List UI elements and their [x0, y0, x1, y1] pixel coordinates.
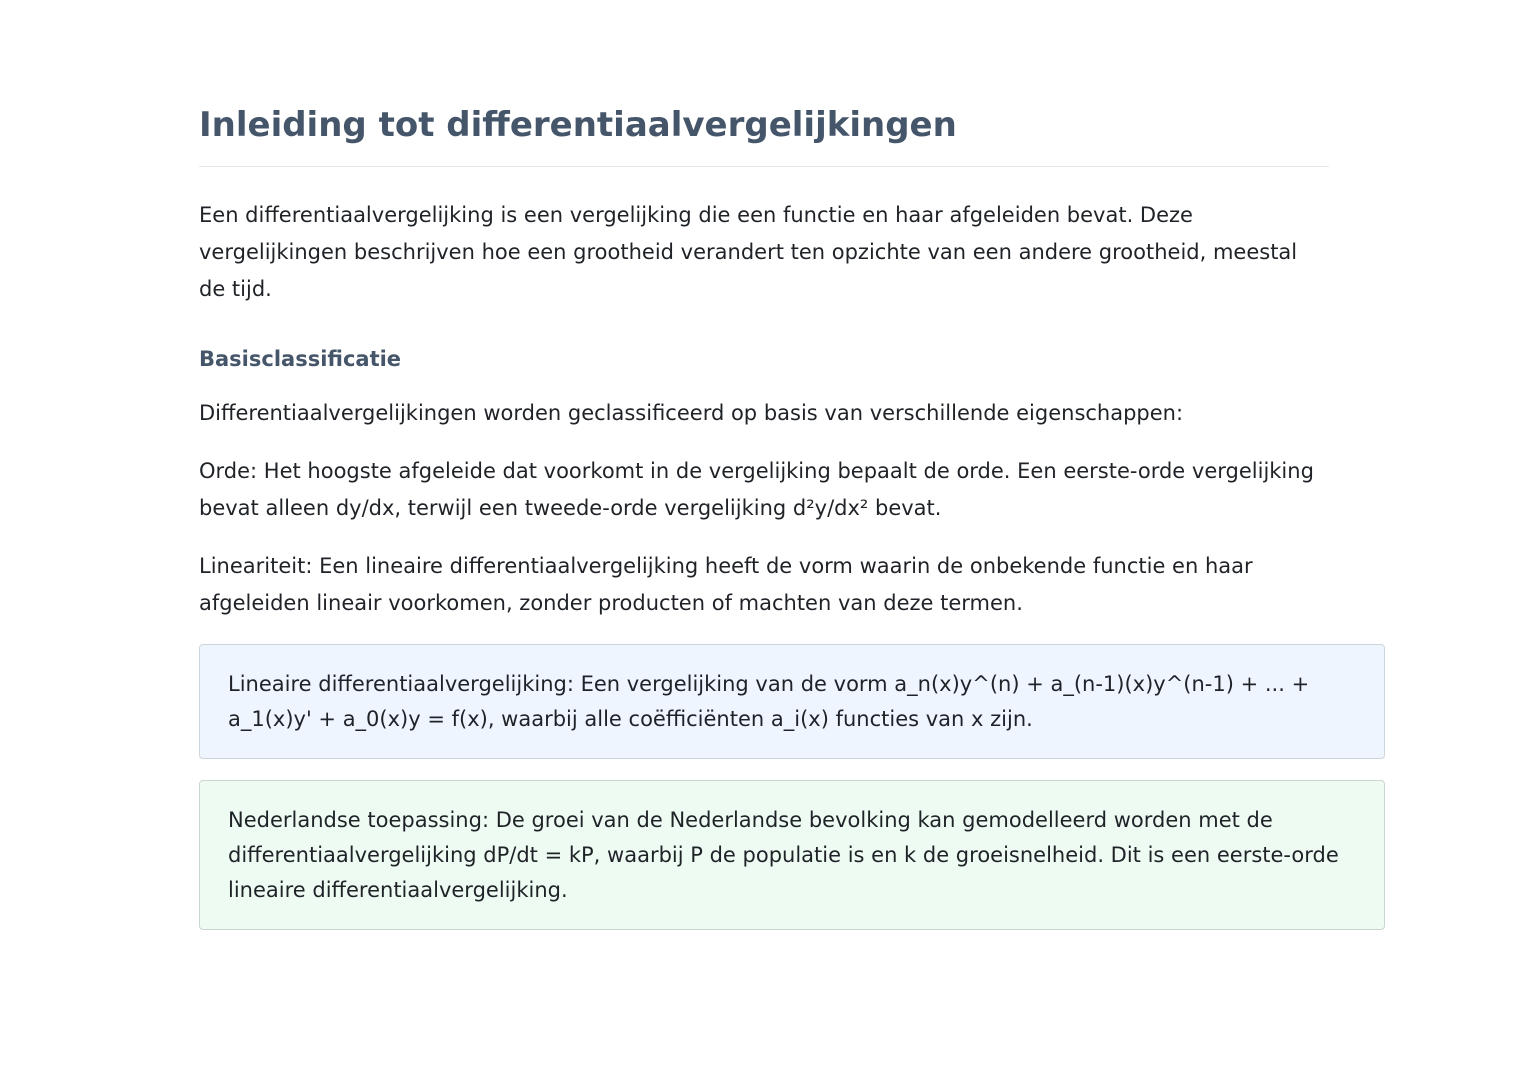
document-page: [199, 100, 1385, 930]
classification-intro: Differentiaalvergelijkingen worden geclassificeerd op basis van verschillende eigenschappen:: [199, 401, 1184, 425]
application-box: Nederlandse toepassing: De groei van de Nederlandse bevolking kan gemodelleerd worden met de differentiaalvergelijking dP/dt = kP, waarbij P de populatie is en k de groeisnelheid. Dit is een eerste-orde lineaire differentiaalvergelijking.: [199, 780, 1385, 930]
order-paragraph: Orde: Het hoogste afgeleide dat voorkomt in de vergelijking bepaalt de orde. Een eerste-orde vergelijking bevat alleen dy/dx, terwijl een tweede-orde vergelijking d²y/dx² bevat.: [199, 459, 1314, 520]
page-title: Inleiding tot differentiaalvergelijkingen: [199, 100, 1329, 167]
linearity-paragraph: Lineariteit: Een lineaire differentiaalvergelijking heeft de vorm waarin de onbekende functie en haar afgeleiden lineair voorkomen, zonder producten of machten van deze termen.: [199, 554, 1253, 615]
definition-box: Lineaire differentiaalvergelijking: Een vergelijking van de vorm a_n(x)y^(n) + a_(n-1)(x)y^(n-1) + ... + a_1(x)y' + a_0(x)y = f(x), waarbij alle coëfficiënten a_i(x) functies van x zijn.: [199, 644, 1385, 759]
intro-paragraph: Een differentiaalvergelijking is een vergelijking die een functie en haar afgeleiden bevat. Deze vergelijkingen beschrijven hoe een grootheid verandert ten opzichte van een andere grootheid, meestal de tijd.: [199, 203, 1298, 301]
section-heading: Basisclassificatie: [199, 347, 402, 371]
